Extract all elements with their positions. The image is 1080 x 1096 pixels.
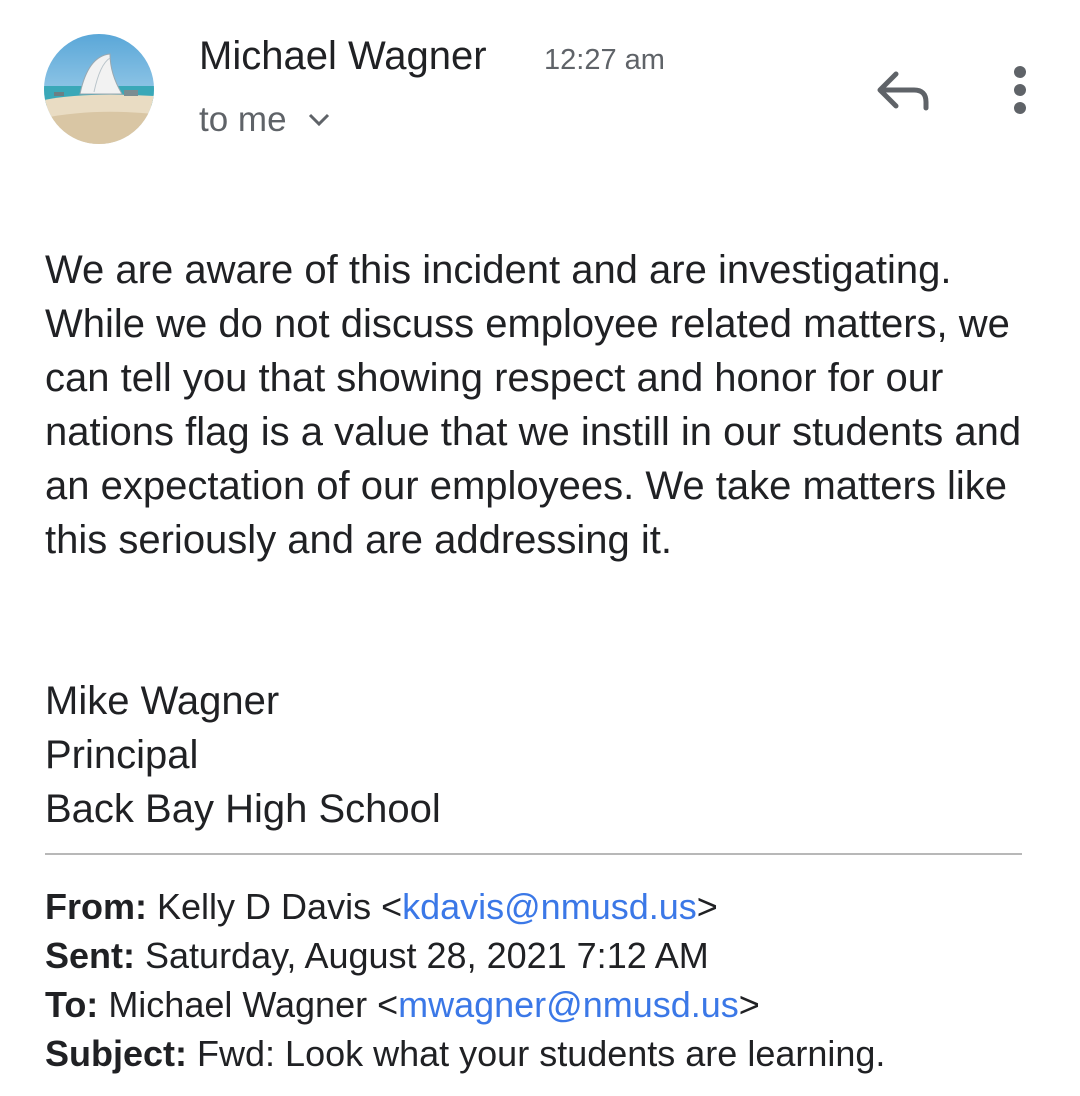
sent-label: Sent: [45,935,135,976]
email-body [45,243,1055,567]
more-vert-icon [1002,64,1038,116]
forward-to-row [45,980,885,1029]
signature-block [45,674,441,836]
from-email-link[interactable]: kdavis@nmusd.us [402,886,697,927]
sender-name: Michael Wagner [199,34,487,78]
to-name: Michael Wagner < [108,984,399,1025]
subject-value: Fwd: Look what your students are learning. [197,1033,886,1074]
recipient-label: to me [199,100,287,139]
subject-label: Subject: [45,1033,188,1074]
sender-avatar[interactable] [44,34,154,144]
from-close-bracket: > [696,886,718,927]
forward-sent-row [45,931,885,980]
sent-value: Saturday, August 28, 2021 7:12 AM [145,935,709,976]
recipient-details-toggle[interactable] [199,100,331,140]
forward-divider [45,853,1022,855]
to-close-bracket: > [738,984,760,1025]
signature-school: Back Bay High School [45,787,441,831]
signature-name: Mike Wagner [45,679,280,723]
forward-subject-row [45,1029,885,1078]
more-options-button[interactable] [1002,64,1038,116]
signature-title: Principal [45,733,199,777]
reply-icon [872,66,936,118]
email-timestamp: 12:27 am [544,44,665,76]
beach-hotel-photo-icon [44,34,154,144]
reply-button[interactable] [872,66,936,118]
to-email-link[interactable]: mwagner@nmusd.us [398,984,739,1025]
chevron-down-icon [307,112,331,128]
to-label: To: [45,984,99,1025]
from-name: Kelly D Davis < [157,886,403,927]
from-label: From: [45,886,147,927]
forward-from-row [45,882,885,931]
forwarded-headers [45,882,885,1078]
body-paragraph: We are aware of this incident and are investigating. While we do not discuss employee related matters, we can tell you that showing respect and honor for our nations flag is a value that we instill in our students and an expectation of our employees. We take matters like this seriously and are addressing it. [45,248,1022,562]
